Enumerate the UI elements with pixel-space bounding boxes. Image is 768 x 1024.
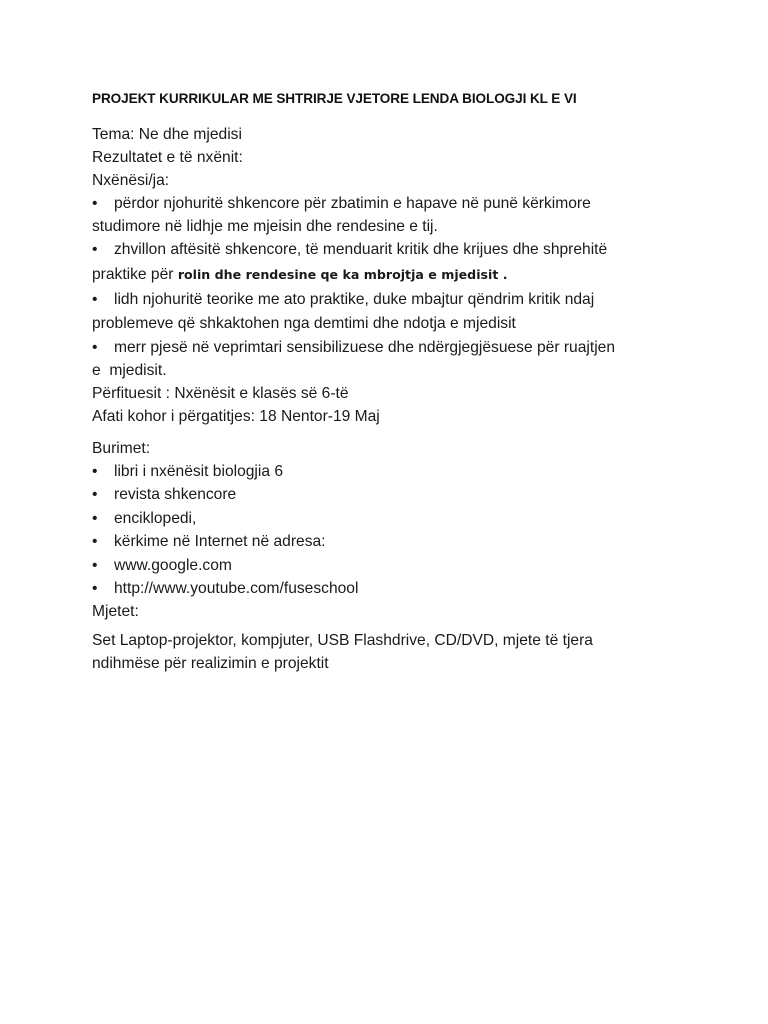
outcome-continuation [92,261,692,288]
burimet-list [92,460,692,600]
perfituesit-line: Përfituesit : Nxënësit e klasës së 6-të [92,385,349,402]
mjetet-text: ndihmëse për realizimin e projektit [92,655,329,673]
outcome-item [92,192,692,215]
burimet-label: Burimet: [92,440,151,457]
source-item [92,483,692,506]
outcomes-list [92,192,692,382]
outcome-text: lidh njohuritë teorike me ato praktike, duke mbajtur qëndrim kritik ndaj [114,291,595,308]
source-text: libri i nxënësit biologjia 6 [114,463,284,480]
bullet-mark: • [92,509,98,527]
source-text: www.google.com [114,556,232,574]
mjetet-text: Set Laptop-projektor, kompjuter, USB Flashdrive, CD/DVD, mjete të tjera [92,632,593,650]
mjetet-label: Mjetet: [92,603,139,621]
bullet-mark: • [92,241,98,258]
source-item [92,577,692,600]
source-item [92,554,692,577]
document-title: PROJEKT KURRIKULAR ME SHTRIRJE VJETORE LENDA BIOLOGJI KL E VI [92,91,577,106]
outcome-continuation-prefix: praktike për [92,266,178,283]
bullet-mark: • [92,195,98,212]
bullet-mark: • [92,580,98,598]
source-text: http://www.youtube.com/fuseschool [114,580,359,598]
outcome-text: përdor njohuritë shkencore për zbatimin e hapave në punë kërkimore [114,195,591,212]
rezultatet-heading: Rezultatet e të nxënit: [92,149,243,166]
outcome-bold-text: rolin dhe rendesine qe ka mbrojtja e mjedisit . [177,267,508,282]
source-item [92,507,692,530]
outcome-item [92,336,692,359]
source-item [92,530,692,553]
bullet-mark: • [92,533,98,551]
bullet-mark: • [92,486,98,504]
afati-line: Afati kohor i përgatitjes: 18 Nentor-19 Maj [92,408,380,425]
source-text: enciklopedi, [114,509,197,527]
source-item [92,460,692,483]
bullet-mark: • [92,463,98,480]
outcome-text: merr pjesë në veprimtari sensibilizuese dhe ndërgjegjësuese për ruajtjen [114,339,616,356]
bullet-mark: • [92,556,98,574]
outcome-continuation: studimore në lidhje me mjeisin dhe rendesine e tij. [92,218,438,235]
outcome-text: zhvillon aftësitë shkencore, të menduarit kritik dhe krijues dhe shprehitë [114,241,608,258]
source-text: kërkime në Internet në adresa: [114,533,326,551]
tema-line: Tema: Ne dhe mjedisi [92,126,242,143]
outcome-continuation: problemeve që shkaktohen nga demtimi dhe ndotja e mjedisit [92,315,516,332]
source-text: revista shkencore [114,486,237,504]
outcome-item [92,288,692,311]
document-body [92,89,692,675]
nxenesi-label: Nxënësi/ja: [92,172,170,189]
bullet-mark: • [92,291,98,308]
outcome-continuation: e mjedisit. [92,362,167,379]
outcome-item [92,238,692,261]
bullet-mark: • [92,339,98,356]
